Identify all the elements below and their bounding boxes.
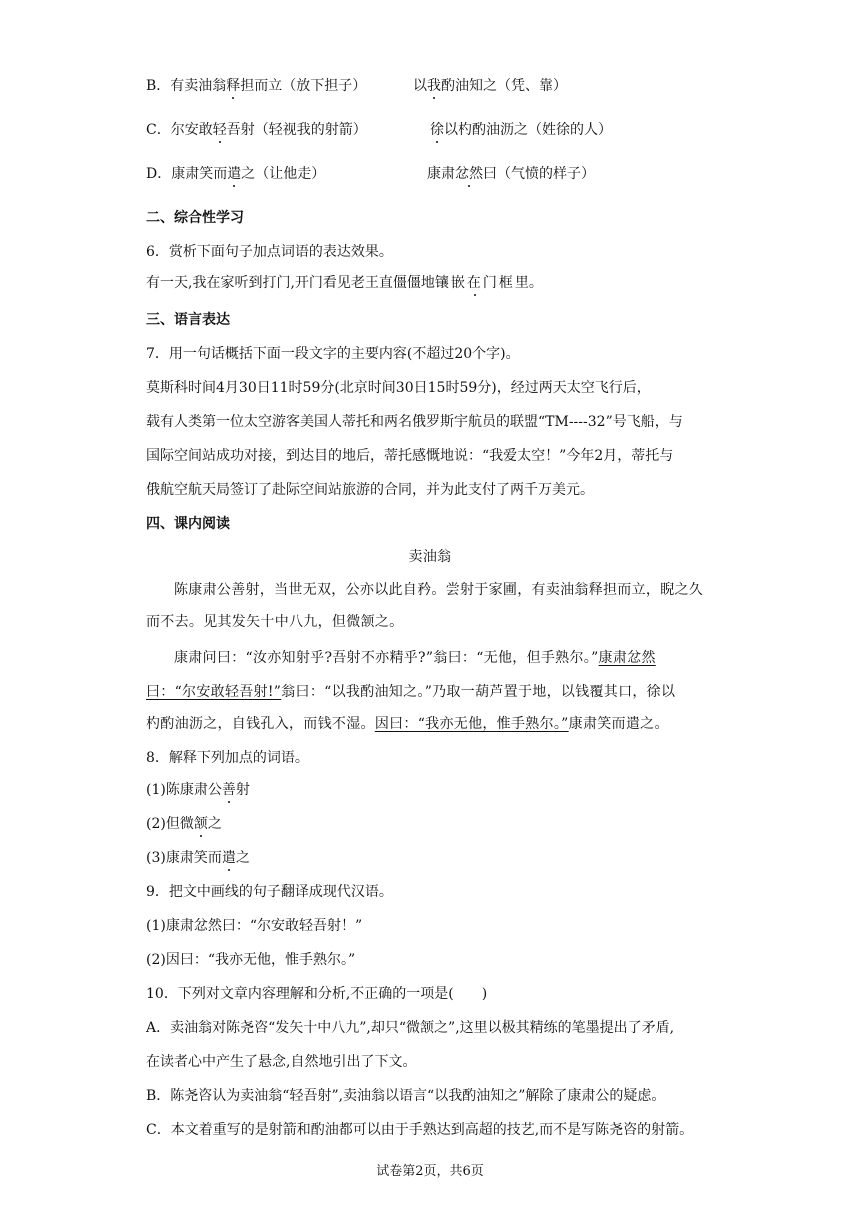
section-heading-2: 二、综合性学习: [146, 210, 244, 226]
q8-item-2-b: 之: [207, 816, 222, 832]
q5-option-d-right: [427, 164, 595, 184]
q5-c-text: C．尔安敢: [146, 122, 213, 138]
q5-option-d: [146, 164, 325, 184]
q5-b-right-a: 以: [413, 78, 427, 94]
q5-c-dotted: 轻: [212, 122, 227, 138]
q10-option-b: B．陈尧咨认为卖油翁“轻吾射”,卖油翁以语言“以我酌油知之”解除了康肃公的疑虑。: [146, 1088, 666, 1104]
q7-stem: 7．用一句话概括下面一段文字的主要内容(不超过20个字)。: [146, 346, 520, 362]
q5-d-dotted: 遣: [227, 166, 242, 182]
q5-c-text2: 吾射（轻视我的射箭）: [226, 122, 367, 138]
passage-p2-line3-end: 康肃笑而遣之。: [568, 716, 669, 732]
q8-item-3: [146, 848, 250, 868]
q5-option-b: [146, 76, 366, 96]
q7-line-2: 载有人类第一位太空游客美国人蒂托和两名俄罗斯宇航员的联盟“TM----32”号飞船，与: [146, 414, 683, 430]
section-heading-4: 四、课内阅读: [146, 516, 230, 532]
passage-title: 卖油翁: [408, 549, 452, 565]
section-heading-3: 三、语言表达: [146, 312, 230, 328]
q7-line-1: 莫斯科时间4月30日11时59分(北京时间30日15时59分)，经过两天太空飞行后，: [146, 380, 651, 396]
q9-item-2: (2)因曰：“我亦无他，惟手熟尔。”: [146, 952, 356, 968]
q5-d-right-dotted: 忿然: [455, 166, 483, 182]
q5-option-c-right: [430, 120, 612, 140]
q9-stem: 9．把文中画线的句子翻译成现代汉语。: [146, 884, 393, 900]
q8-item-3-dotted: 遣: [221, 850, 236, 866]
q5-d-right-a: 康肃: [427, 166, 455, 182]
passage-underlined-2: 因曰：“我亦无他，惟手熟尔。”: [374, 716, 569, 732]
q8-item-3-a: (3)康肃笑而: [146, 850, 222, 866]
passage-p1-line2: 而不去。见其发矢十中八九，但微颔之。: [146, 614, 404, 630]
q5-d-text: D．康肃笑而: [146, 166, 228, 182]
q6-dotted-words: 镶嵌在门框: [434, 275, 515, 291]
q8-item-1-dotted: 善: [221, 782, 236, 798]
q6-stem: 6．赏析下面句子加点词语的表达效果。: [146, 244, 393, 260]
q7-line-4: 俄航空航天局签订了赴际空间站旅游的合同，并为此支付了两千万美元。: [146, 482, 594, 498]
q8-item-2-dotted: 颔: [193, 816, 208, 832]
passage-p2-line2: [146, 682, 675, 702]
q5-option-c: [146, 120, 367, 140]
q6-sentence: [146, 273, 543, 293]
q8-item-1: [146, 780, 250, 800]
passage-p2-line3-text: 杓酌油沥之，自钱孔入，而钱不湿。: [146, 716, 375, 732]
q10-option-c: C．本文着重写的是射箭和酌油都可以由于手熟达到高超的技艺,而不是写陈尧咨的射箭。: [146, 1122, 694, 1138]
q5-b-right-dotted: 我: [427, 78, 441, 94]
passage-p2-line3: [146, 714, 669, 734]
q10-option-a-line2: 在读者心中产生了悬念,自然地引出了下文。: [146, 1054, 417, 1070]
q5-option-b-right: [413, 76, 567, 96]
passage-p2-line2-text: 翁曰：“以我酌油知之。”乃取一葫芦置于地，以钱覆其口，徐以: [281, 684, 676, 700]
q8-stem: 8．解释下列加点的词语。: [146, 750, 309, 766]
page-footer: 试卷第2页，共6页: [376, 1164, 484, 1179]
q5-b-text2: 担而立（放下担子）: [240, 78, 367, 94]
q8-item-2: [146, 814, 222, 834]
q10-option-a-line1: A．卖油翁对陈尧咨“发矢十中八九”,却只“微颔之”,这里以极其精练的笔墨提出了矛盾,: [146, 1020, 675, 1036]
q9-item-1: (1)康肃忿然曰：“尔安敢轻吾射！”: [146, 918, 363, 934]
q8-item-1-b: 射: [235, 782, 250, 798]
q8-item-3-b: 之: [235, 850, 250, 866]
q6-sentence-a: 有一天,我在家听到打门,开门看见老王直僵僵地: [146, 275, 435, 291]
q5-c-right-b: 以杓酌油沥之（姓徐的人）: [444, 122, 612, 138]
q6-sentence-b: 里。: [514, 275, 543, 291]
q8-item-2-a: (2)但微: [146, 816, 194, 832]
q7-line-3: 国际空间站成功对接，到达目的地后，蒂托感慨地说：“我爱太空！”今年2月，蒂托与: [146, 448, 674, 464]
passage-p2-line1-text: 康肃问曰：“汝亦知射乎?吾射不亦精乎?”翁曰：“无他，但手熟尔。”: [174, 650, 599, 666]
passage-underlined-1b: 曰：“尔安敢轻吾射!”: [146, 684, 282, 700]
q5-d-right-b: 曰（气愤的样子）: [483, 166, 595, 182]
q5-b-dotted: 释: [226, 78, 241, 94]
passage-p2-line1: [174, 648, 656, 668]
q5-d-text2: 之（让他走）: [241, 166, 326, 182]
passage-underlined-1a: 康肃忿然: [598, 650, 656, 666]
q5-c-right-dotted: 徐: [430, 122, 444, 138]
q8-item-1-a: (1)陈康肃公: [146, 782, 222, 798]
q10-stem: 10．下列对文章内容理解和分析,不正确的一项是( ): [146, 986, 488, 1002]
q5-b-right-b: 酌油知之（凭、靠）: [441, 78, 567, 94]
q5-b-text: B．有卖油翁: [146, 78, 227, 94]
passage-p1-line1: 陈康肃公善射，当世无双，公亦以此自矜。尝射于家圃，有卖油翁释担而立，睨之久: [174, 582, 704, 598]
